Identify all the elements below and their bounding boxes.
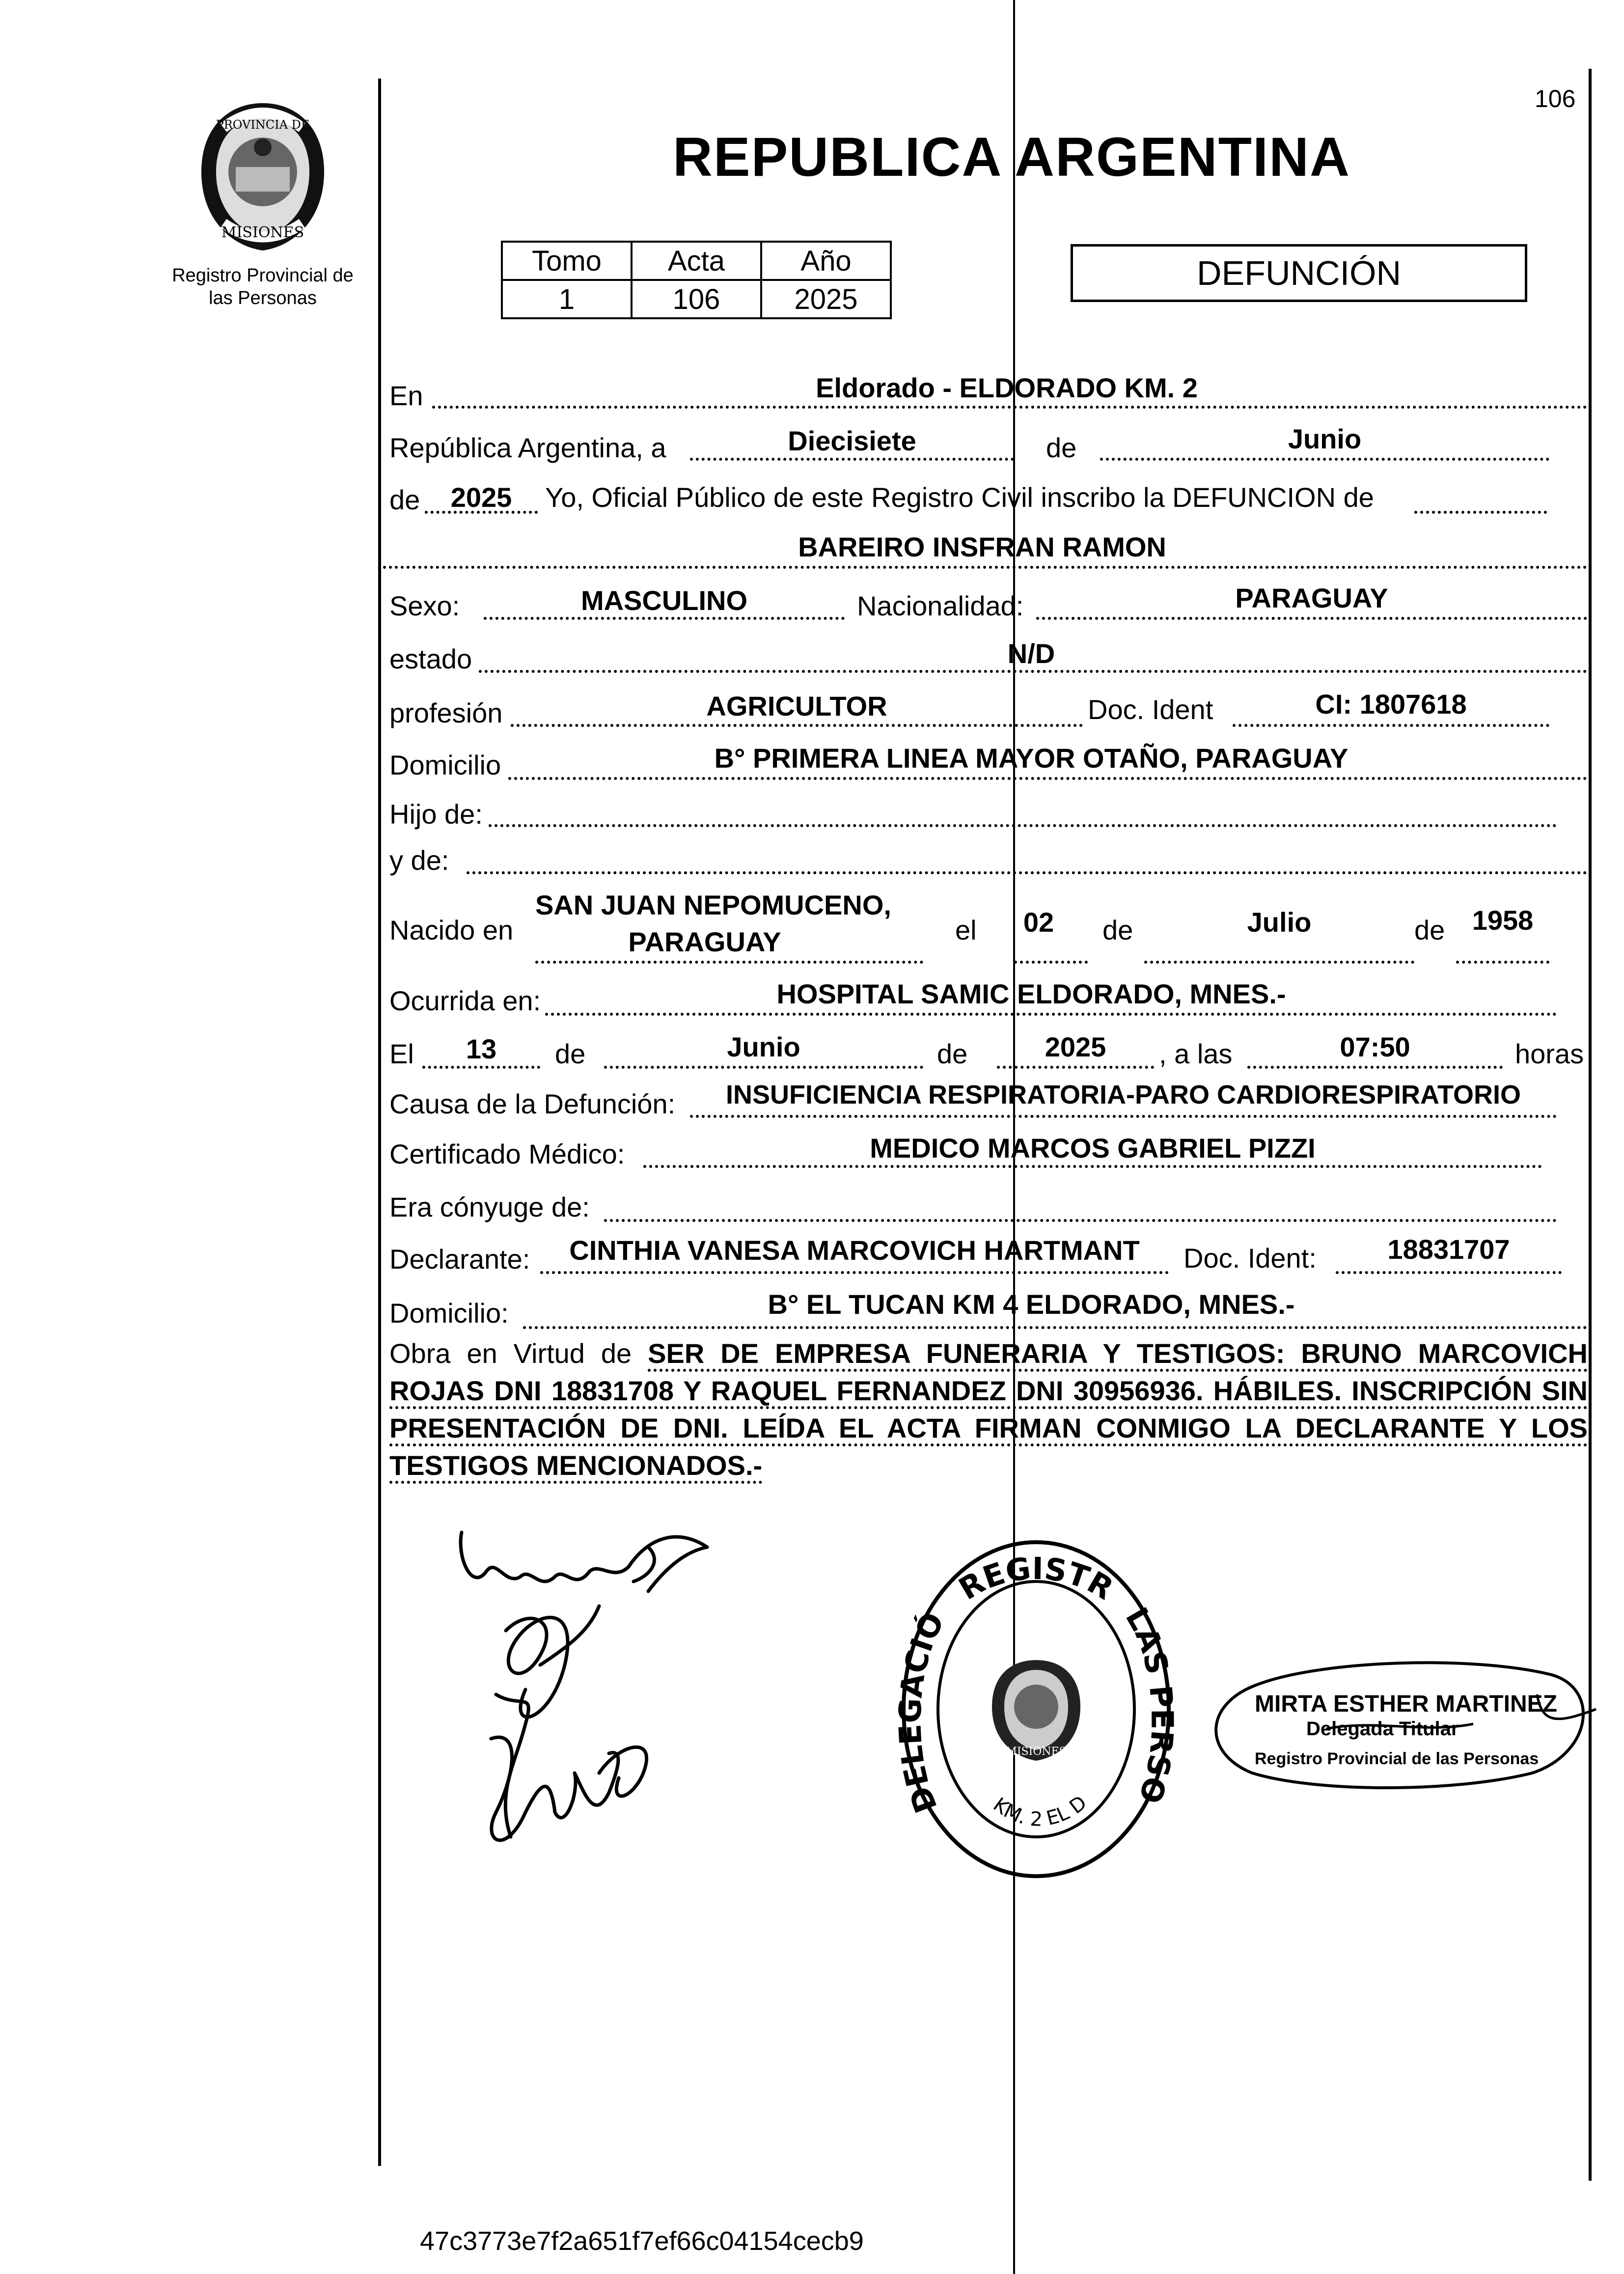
tomo-header: Tomo bbox=[502, 242, 632, 280]
yde-label: y de: bbox=[389, 845, 449, 876]
official-office: Registro Provincial de las Personas bbox=[1255, 1749, 1539, 1768]
registry-label: Registro Provincial de las Personas bbox=[172, 265, 354, 308]
en-line bbox=[432, 406, 1587, 409]
el2-label: El bbox=[389, 1038, 414, 1069]
year-value: 2025 bbox=[450, 482, 512, 513]
svg-text:LAS PERSONAS: LAS PERSO bbox=[1118, 1601, 1179, 1808]
certificado-label: Certificado Médico: bbox=[389, 1138, 625, 1169]
decl-doc-line bbox=[1336, 1271, 1562, 1274]
left-margin-line bbox=[378, 79, 381, 2166]
de-label-3: de bbox=[1102, 915, 1133, 945]
doc-ident-label: Doc. Ident bbox=[1088, 694, 1213, 725]
death-day: 13 bbox=[466, 1033, 497, 1064]
doc-ident-value: CI: 1807618 bbox=[1315, 689, 1467, 720]
death-year: 2025 bbox=[1045, 1031, 1106, 1062]
obra-value: SER DE EMPRESA FUNERARIA Y TESTIGOS: BRUNO MARCOVICH ROJAS DNI 18831708 Y RAQUEL FERNANDEZ DNI 30956936. HÁBILES. INSCRIPCIÓN SIN PRESENTACIÓN DE DNI. LEÍDA EL ACTA FIRMAN CONMIGO LA DECLARANTE Y LOS TESTIGOS MENCIONADOS.- bbox=[389, 1338, 1588, 1484]
decl-doc-value: 18831707 bbox=[1387, 1234, 1510, 1265]
inscribo-line bbox=[1414, 511, 1547, 514]
anio-value: 2025 bbox=[761, 280, 891, 318]
declarante-line bbox=[540, 1271, 1169, 1274]
causa-line bbox=[690, 1115, 1557, 1118]
page-number: 106 bbox=[1535, 85, 1576, 112]
de-label-1: de bbox=[1046, 432, 1077, 463]
en-value: Eldorado - ELDORADO KM. 2 bbox=[816, 372, 1198, 403]
causa-value: INSUFICIENCIA RESPIRATORIA-PARO CARDIORESPIRATORIO bbox=[725, 1080, 1521, 1109]
birth-year: 1958 bbox=[1472, 905, 1534, 936]
svg-text:MISIONES: MISIONES bbox=[1006, 1746, 1067, 1758]
doc-ident-line bbox=[1233, 724, 1549, 727]
registry-oval-stamp bbox=[894, 1532, 1179, 1886]
official-name: MIRTA ESTHER MARTINEZ bbox=[1255, 1691, 1557, 1717]
sexo-value: MASCULINO bbox=[580, 585, 748, 616]
conyuge-label: Era cónyuge de: bbox=[389, 1192, 590, 1222]
document-type-box: DEFUNCIÓN bbox=[1071, 244, 1527, 302]
provincial-seal bbox=[194, 98, 331, 255]
birth-month: Julio bbox=[1247, 907, 1312, 938]
decl-domicilio-label: Domicilio: bbox=[389, 1298, 509, 1329]
tomo-value: 1 bbox=[502, 280, 632, 318]
nacionalidad-value: PARAGUAY bbox=[1235, 582, 1388, 613]
certificado-line bbox=[643, 1165, 1542, 1168]
month-value: Junio bbox=[1288, 423, 1362, 454]
svg-text:KM. 2 EL DORADO: KM. 2 EL D bbox=[989, 1791, 1091, 1831]
de-label-5: de bbox=[555, 1038, 586, 1069]
death-month-line bbox=[604, 1066, 923, 1069]
decl-domicilio-value: B° EL TUCAN KM 4 ELDORADO, MNES.- bbox=[768, 1289, 1295, 1320]
decl-doc-label: Doc. Ident: bbox=[1184, 1243, 1317, 1274]
month-line bbox=[1100, 458, 1549, 461]
domicilio-value: B° PRIMERA LINEA MAYOR OTAÑO, PARAGUAY bbox=[714, 743, 1349, 774]
de-label-6: de bbox=[937, 1038, 968, 1069]
deceased-name: BAREIRO INSFRAN RAMON bbox=[798, 531, 1166, 562]
certificado-value: MEDICO MARCOS GABRIEL PIZZI bbox=[870, 1133, 1316, 1164]
profesion-line bbox=[511, 724, 1083, 727]
name-line bbox=[383, 566, 1587, 569]
birth-day-line bbox=[1014, 961, 1088, 964]
day-line bbox=[690, 458, 1014, 461]
nacido-label: Nacido en bbox=[389, 915, 514, 945]
decl-domicilio-line bbox=[523, 1326, 1587, 1329]
de-label-4: de bbox=[1414, 915, 1445, 945]
inscribo-text: Yo, Oficial Público de este Registro Civil inscribo la DEFUNCION de bbox=[545, 482, 1374, 513]
anio-header: Año bbox=[761, 242, 891, 280]
birth-month-line bbox=[1144, 961, 1414, 964]
svg-text:DELEGACIÓN DEL: DELEGACIÓ bbox=[894, 1607, 952, 1818]
domicilio-label: Domicilio bbox=[389, 749, 501, 780]
ocurrida-line bbox=[545, 1013, 1557, 1016]
horas-label: horas bbox=[1515, 1038, 1584, 1069]
sexo-line bbox=[484, 617, 845, 620]
ocurrida-label: Ocurrida en: bbox=[389, 985, 541, 1016]
death-time-line bbox=[1247, 1066, 1503, 1069]
conyuge-line bbox=[604, 1219, 1557, 1222]
death-month: Junio bbox=[727, 1031, 800, 1062]
death-day-line bbox=[422, 1066, 540, 1069]
nacido-value-line2: PARAGUAY bbox=[628, 926, 781, 957]
svg-text:PROVINCIA DE: PROVINCIA DE bbox=[216, 118, 310, 132]
alas-label: , a las bbox=[1159, 1038, 1233, 1069]
estado-label: estado bbox=[389, 643, 472, 674]
handwritten-signature bbox=[452, 1518, 746, 1871]
yde-line bbox=[467, 871, 1587, 874]
domicilio-line bbox=[508, 777, 1587, 780]
svg-text:MISIONES: MISIONES bbox=[221, 224, 304, 241]
profesion-label: profesión bbox=[389, 697, 503, 728]
birth-day: 02 bbox=[1023, 907, 1054, 938]
nacionalidad-line bbox=[1036, 617, 1587, 620]
page-title: REPUBLICA ARGENTINA bbox=[673, 126, 1350, 188]
el-label: el bbox=[955, 915, 977, 945]
birth-year-line bbox=[1456, 961, 1549, 964]
estado-line bbox=[479, 670, 1587, 673]
acta-header: Acta bbox=[632, 242, 761, 280]
document-hash: 47c3773e7f2a651f7ef66c04154cecb9 bbox=[420, 2226, 864, 2256]
declarante-value: CINTHIA VANESA MARCOVICH HARTMANT bbox=[569, 1235, 1140, 1266]
declarante-label: Declarante: bbox=[389, 1244, 530, 1275]
obra-paragraph bbox=[389, 1335, 1588, 1484]
nacido-value-line1: SAN JUAN NEPOMUCENO, bbox=[535, 889, 891, 920]
sexo-label: Sexo: bbox=[389, 590, 460, 621]
profesion-value: AGRICULTOR bbox=[706, 691, 887, 721]
nacionalidad-label: Nacionalidad: bbox=[857, 590, 1024, 621]
right-margin-line bbox=[1589, 69, 1592, 2181]
death-time: 07:50 bbox=[1340, 1031, 1410, 1062]
death-year-line bbox=[997, 1066, 1154, 1069]
hijo-label: Hijo de: bbox=[389, 799, 483, 830]
hijo-line bbox=[489, 824, 1557, 827]
official-role: Delegada Titular bbox=[1306, 1718, 1459, 1740]
svg-text:REGISTRO DE: REGISTR bbox=[952, 1550, 1120, 1607]
obra-label: Obra en Virtud de bbox=[389, 1338, 632, 1369]
acta-value: 106 bbox=[632, 280, 761, 318]
ocurrida-value: HOSPITAL SAMIC ELDORADO, MNES.- bbox=[776, 978, 1286, 1009]
de-label-2: de bbox=[389, 484, 420, 515]
estado-value: N/D bbox=[1007, 638, 1055, 669]
record-table bbox=[501, 241, 892, 319]
en-label: En bbox=[389, 380, 423, 411]
republica-label: República Argentina, a bbox=[389, 432, 666, 463]
causa-label: Causa de la Defunción: bbox=[389, 1088, 676, 1119]
day-value: Diecisiete bbox=[788, 425, 916, 456]
nacido-line bbox=[535, 961, 923, 964]
